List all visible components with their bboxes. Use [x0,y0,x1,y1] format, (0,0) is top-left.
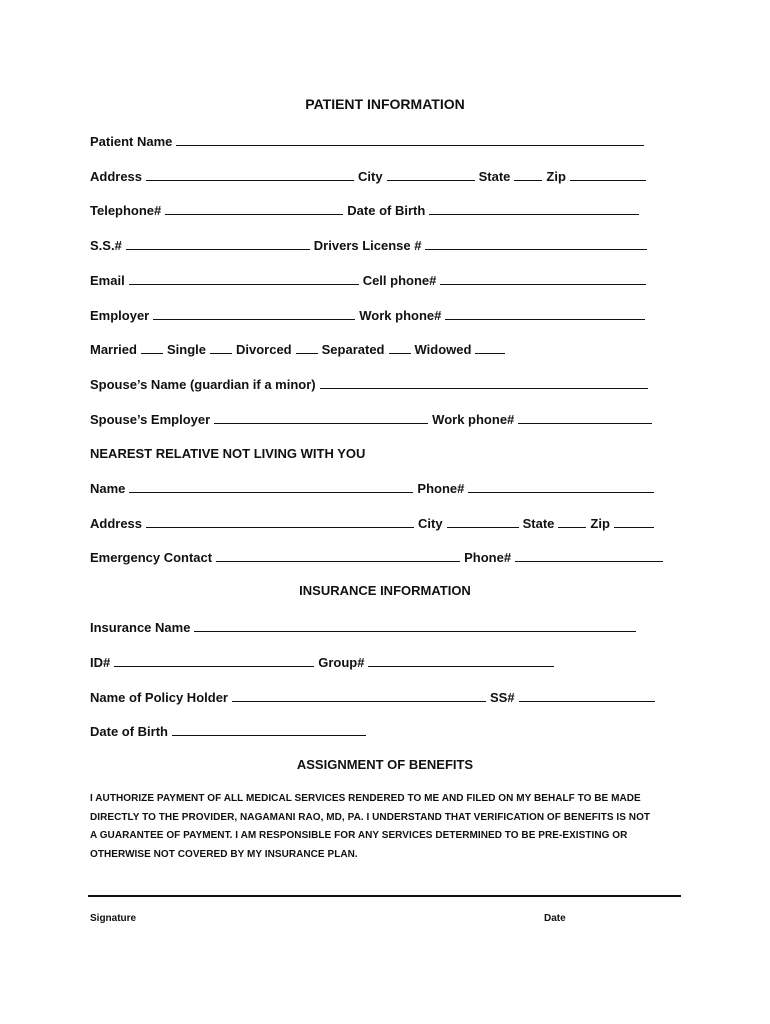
state-label: State [478,169,511,184]
spouse-employer-label: Spouse’s Employer [90,412,211,427]
cell-phone-field[interactable] [440,284,646,285]
relative-address-row [90,513,690,531]
dob-label: Date of Birth [347,203,426,218]
insurance-name-row [90,617,690,635]
address-label: Address [90,169,143,184]
zip-label: Zip [546,169,566,184]
policy-ss-label: SS# [489,690,515,705]
widowed-field[interactable] [475,353,505,354]
insurance-id-field[interactable] [114,666,314,667]
emergency-phone-field[interactable] [515,561,663,562]
benefits-paragraph [90,790,690,864]
address-field[interactable] [146,180,354,181]
emergency-contact-row [90,547,690,565]
benefits-line: OTHERWISE NOT COVERED BY MY INSURANCE PLAN. [90,848,358,860]
separated-field[interactable] [389,353,411,354]
employer-row [90,305,690,323]
ss-field[interactable] [126,249,310,250]
patient-name-label: Patient Name [90,134,173,149]
policy-dob-row [90,721,690,739]
spouse-name-label: Spouse’s Name (guardian if a minor) [90,377,316,392]
relative-city-field[interactable] [447,527,519,528]
policy-holder-field[interactable] [232,701,486,702]
drivers-license-field[interactable] [425,249,647,250]
emergency-contact-label: Emergency Contact [90,550,213,565]
benefits-line: A GUARANTEE OF PAYMENT. I AM RESPONSIBLE FOR ANY SERVICES DETERMINED TO BE PRE-EXISTING OR [90,830,628,841]
work-phone-field[interactable] [445,319,645,320]
separated-label: Separated [321,342,385,357]
patient-name-row [90,131,690,149]
spouse-name-row [90,374,690,392]
relative-address-label: Address [90,516,143,531]
spouse-work-phone-field[interactable] [518,423,652,424]
drivers-license-label: Drivers License # [313,238,422,253]
insurance-name-label: Insurance Name [90,620,191,635]
date-label: Date [544,913,566,924]
policy-holder-label: Name of Policy Holder [90,690,228,705]
single-label: Single [166,342,206,357]
relative-name-row [90,478,690,496]
divorced-label: Divorced [235,342,292,357]
benefits-line: I AUTHORIZE PAYMENT OF ALL MEDICAL SERVICES RENDERED TO ME AND FILED ON MY BEHALF TO BE MADE [90,793,641,804]
policy-dob-label: Date of Birth [90,724,168,739]
relative-zip-label: Zip [590,516,610,531]
single-field[interactable] [210,353,232,354]
ss-label: S.S.# [90,238,122,253]
emergency-phone-label: Phone# [464,550,512,565]
state-field[interactable] [514,180,542,181]
group-field[interactable] [368,666,554,667]
divorced-field[interactable] [296,353,318,354]
insurance-name-field[interactable] [194,631,636,632]
relative-name-field[interactable] [129,492,413,493]
address-row [90,166,690,184]
telephone-field[interactable] [165,214,343,215]
patient-name-field[interactable] [176,145,644,146]
signature-line[interactable] [88,895,681,897]
policy-holder-row [90,687,690,705]
employer-field[interactable] [153,319,355,320]
relative-phone-label: Phone# [417,481,465,496]
relative-zip-field[interactable] [614,527,654,528]
signature-label: Signature [90,913,137,924]
married-field[interactable] [141,353,163,354]
policy-dob-field[interactable] [172,735,366,736]
relative-phone-field[interactable] [468,492,654,493]
spouse-name-field[interactable] [320,388,648,389]
employer-label: Employer [90,308,150,323]
email-field[interactable] [129,284,359,285]
relative-heading: NEAREST RELATIVE NOT LIVING WITH YOU [90,446,366,461]
benefits-line: DIRECTLY TO THE PROVIDER, NAGAMANI RAO, MD, PA. I UNDERSTAND THAT VERIFICATION OF BENEFITS IS NOT [90,811,651,823]
married-label: Married [90,342,137,357]
relative-state-field[interactable] [558,527,586,528]
spouse-employer-row [90,409,690,427]
insurance-id-row [90,652,690,670]
widowed-label: Widowed [414,342,472,357]
relative-state-label: State [522,516,555,531]
page-title: PATIENT INFORMATION [305,96,465,112]
policy-ss-field[interactable] [519,701,655,702]
relative-name-label: Name [90,481,126,496]
relative-city-label: City [418,516,443,531]
relative-address-field[interactable] [146,527,414,528]
spouse-work-phone-label: Work phone# [432,412,515,427]
email-row [90,270,690,288]
emergency-contact-field[interactable] [216,561,460,562]
marital-status-row [90,339,690,357]
city-label: City [358,169,383,184]
work-phone-label: Work phone# [359,308,442,323]
city-field[interactable] [387,180,475,181]
telephone-row [90,200,690,218]
email-label: Email [90,273,125,288]
ss-row [90,235,690,253]
cell-phone-label: Cell phone# [362,273,437,288]
zip-field[interactable] [570,180,646,181]
relative-heading-row [90,443,690,461]
insurance-heading: INSURANCE INFORMATION [299,583,471,598]
telephone-label: Telephone# [90,203,162,218]
insurance-id-label: ID# [90,655,111,670]
benefits-heading: ASSIGNMENT OF BENEFITS [296,757,474,772]
group-label: Group# [318,655,365,670]
spouse-employer-field[interactable] [214,423,428,424]
dob-field[interactable] [429,214,639,215]
